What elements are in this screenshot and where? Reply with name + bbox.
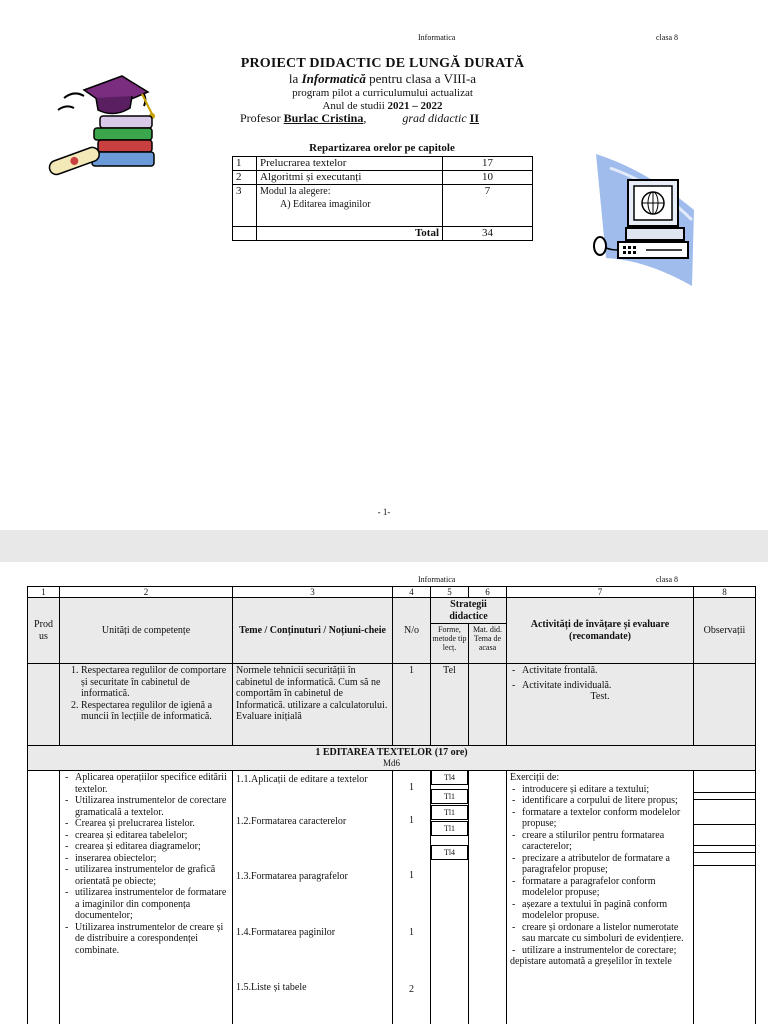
competence-item: - crearea și editarea diagramelor; xyxy=(63,841,229,853)
header-subject: Informatica xyxy=(418,575,456,584)
title-subject-prefix: la xyxy=(288,71,302,87)
activity-item: - așezare a textului în pagină conform modelelor propuse. xyxy=(510,899,690,922)
chapter-hours: 17 xyxy=(443,157,533,171)
activity-item: - Activitate individuală. xyxy=(510,680,690,692)
grade-label: grad didactic xyxy=(402,111,470,126)
topic-item: 1.3.Formatarea paragrafelor xyxy=(236,871,348,882)
observation-line xyxy=(694,824,755,846)
total-row xyxy=(233,227,533,241)
column-number: 6 xyxy=(469,587,507,598)
title-subject: Informatică xyxy=(301,71,366,87)
row-number: 2 xyxy=(233,171,257,185)
computer-icon xyxy=(566,150,696,290)
header-topics: Teme / Conținuturi / Noțiuni-cheie xyxy=(233,598,393,664)
activity-item: - utilizare a instrumentelor de corectare; xyxy=(510,945,690,957)
chapter-subitem: A) Editarea imaginilor xyxy=(280,199,371,210)
materials-cell xyxy=(469,664,507,746)
document-title: PROIECT DIDACTIC DE LUNGĂ DURATĂ xyxy=(240,56,525,71)
total-label: Total xyxy=(257,227,443,241)
total-value: 34 xyxy=(443,227,533,241)
section-subtitle: Md6 xyxy=(382,758,400,768)
header-observations: Observații xyxy=(694,598,756,664)
grade-value: II xyxy=(469,111,480,126)
competence-item: - Utilizarea instrumentelor de corectare gramaticală a textelor. xyxy=(63,795,229,818)
hours-cell: 1 xyxy=(393,664,431,746)
page-number: - 1- xyxy=(377,507,391,517)
column-number-row xyxy=(28,587,756,598)
chapter-name: Prelucrarea textelor xyxy=(257,157,443,171)
chapter-hours: 10 xyxy=(443,171,533,185)
form-cell xyxy=(431,771,469,1024)
teacher-label: Profesor xyxy=(240,111,284,126)
topics-cell: Normele tehnicii securității în cabinetul de informatică. Cum să ne comportăm în cabinetul de Informatică. utilizare a calculatorului. Evaluare inițială xyxy=(233,664,393,746)
column-number: 8 xyxy=(694,587,756,598)
table-row xyxy=(28,664,756,746)
chapter-cell xyxy=(257,185,443,227)
teacher-line xyxy=(230,112,535,126)
column-number: 4 xyxy=(393,587,431,598)
activity-item: - formatare a paragrafelor conform modelelor propuse; xyxy=(510,876,690,899)
header-activities: Activități de învățare și evaluare (recomandate) xyxy=(507,598,694,664)
topic-item: 1.5.Liste și tabele xyxy=(236,982,307,993)
activity-item: - creare și ordonare a listelor numerotate sau marcate cu simboluri de evidențiere. xyxy=(510,922,690,945)
column-number: 1 xyxy=(28,587,60,598)
table-row xyxy=(233,185,533,227)
header-materials: Mat. did. Tema de acasa xyxy=(469,624,507,664)
topic-item: 1.1.Aplicații de editare a textelor xyxy=(236,774,368,785)
observation-line xyxy=(694,792,755,800)
competence-item: - utilizarea instrumentelor de grafică orientată pe obiecte; xyxy=(63,864,229,887)
section-row xyxy=(28,746,756,771)
observation-line xyxy=(694,852,755,866)
competence-item: - Aplicarea operațiilor specifice editării textelor. xyxy=(63,772,229,795)
planning-table xyxy=(27,586,756,1024)
competence-item: - utilizarea instrumentelor de formatare a imaginilor din componența documentelor; xyxy=(63,887,229,922)
graduation-books-icon xyxy=(44,68,166,178)
empty-cell xyxy=(233,227,257,241)
title-subject-suffix: pentru clasa a VIII-a xyxy=(365,71,477,87)
topic-hours: 1 xyxy=(409,814,414,826)
table-row xyxy=(233,171,533,185)
topic-hours: 1 xyxy=(409,782,414,793)
activity-intro: Exerciții de: xyxy=(510,772,560,783)
column-number: 3 xyxy=(233,587,393,598)
form-item: Tl1 xyxy=(431,805,468,820)
year-label: Anul de studii xyxy=(322,99,388,112)
chapter-name: Modul la alegere: xyxy=(260,186,331,197)
activity-item: - introducere și editare a textului; xyxy=(510,784,690,796)
observations-cell xyxy=(694,771,756,1024)
activity-item: - formatare a textelor conform modelelor propuse; xyxy=(510,807,690,830)
column-number: 2 xyxy=(60,587,233,598)
materials-cell xyxy=(469,771,507,1024)
row-number: 1 xyxy=(233,157,257,171)
chapter-name: Algoritmi și executanți xyxy=(257,171,443,185)
header-row xyxy=(28,598,756,624)
document-page-2 xyxy=(0,562,768,1024)
distribution-table xyxy=(232,156,533,241)
competences-cell xyxy=(60,664,233,746)
header-products: Prod us xyxy=(28,598,60,664)
distribution-title: Repartizarea orelor pe capitole xyxy=(309,142,455,154)
title-subject-line xyxy=(230,72,535,87)
table-row xyxy=(28,771,756,1024)
header-class: clasa 8 xyxy=(656,33,678,42)
activity-tail: depistare automată a greșelilor în textele xyxy=(510,956,672,967)
header-subject: Informatica xyxy=(418,33,456,42)
competences-cell xyxy=(60,771,233,1024)
activity-item: - Activitate frontală. xyxy=(510,665,690,677)
competence-item: - crearea și editarea tabelelor; xyxy=(63,830,229,842)
topic-hours: 1 xyxy=(409,926,414,938)
activity-item: - precizare a atributelor de formatare a paragrafelor propuse; xyxy=(510,853,690,876)
topic-item: 1.4.Formatarea paginilor xyxy=(236,926,336,938)
topics-cell xyxy=(233,771,393,1024)
activity-item: - creare a stilurilor pentru formatarea caracterelor; xyxy=(510,830,690,853)
header-hours: N/o xyxy=(393,598,431,664)
competence-item: - inserarea obiectelor; xyxy=(63,853,229,865)
activities-cell xyxy=(507,664,694,746)
topic-item: 1.2.Formatarea caracterelor xyxy=(236,815,347,827)
observations-cell xyxy=(694,664,756,746)
teacher-comma: , xyxy=(363,111,367,126)
header-strategies: Strategii didactice xyxy=(431,598,507,624)
hours-cell xyxy=(393,771,431,1024)
row-number: 3 xyxy=(233,185,257,227)
form-cell: Tel xyxy=(431,664,469,746)
form-item: Tl1 xyxy=(431,789,468,804)
competence-item: 1. Respectarea regulilor de comportare și securitate în cabinetul de informatică. xyxy=(81,665,229,700)
teacher-name: Burlac Cristina xyxy=(283,111,364,126)
section-title: 1 EDITAREA TEXTELOR (17 ore) xyxy=(315,747,468,758)
activity-item: - identificare a corpului de litere propus; xyxy=(510,795,690,807)
section-cell xyxy=(28,746,756,771)
topic-hours: 1 xyxy=(409,870,414,881)
competence-item: 2. Respectarea regulilor de igienă a muncii în lecțiile de informatică. xyxy=(81,700,229,723)
table-row xyxy=(233,157,533,171)
header-forms: Forme, metode tip lecț. xyxy=(431,624,469,664)
header-class: clasa 8 xyxy=(656,575,678,584)
form-item: Tl1 xyxy=(431,821,468,836)
header-units: Unități de competențe xyxy=(60,598,233,664)
form-item: Tl4 xyxy=(431,845,468,860)
year-value: 2021 – 2022 xyxy=(387,99,443,112)
activities-cell xyxy=(507,771,694,1024)
title-program: program pilot a curriculumului actualizat xyxy=(292,87,473,100)
topic-hours: 2 xyxy=(409,984,414,995)
products-cell xyxy=(28,771,60,1024)
form-item: Tl4 xyxy=(431,770,468,785)
competence-item: - Crearea și prelucrarea listelor. xyxy=(63,818,229,830)
products-cell xyxy=(28,664,60,746)
column-number: 7 xyxy=(507,587,694,598)
title-block xyxy=(230,56,535,126)
grade-info xyxy=(402,111,479,125)
activity-note: Test. xyxy=(590,691,610,702)
column-number: 5 xyxy=(431,587,469,598)
competence-item: - Utilizarea instrumentelor de creare și de distribuire a corespondenței combinate. xyxy=(63,922,229,957)
chapter-hours: 7 xyxy=(443,185,533,227)
